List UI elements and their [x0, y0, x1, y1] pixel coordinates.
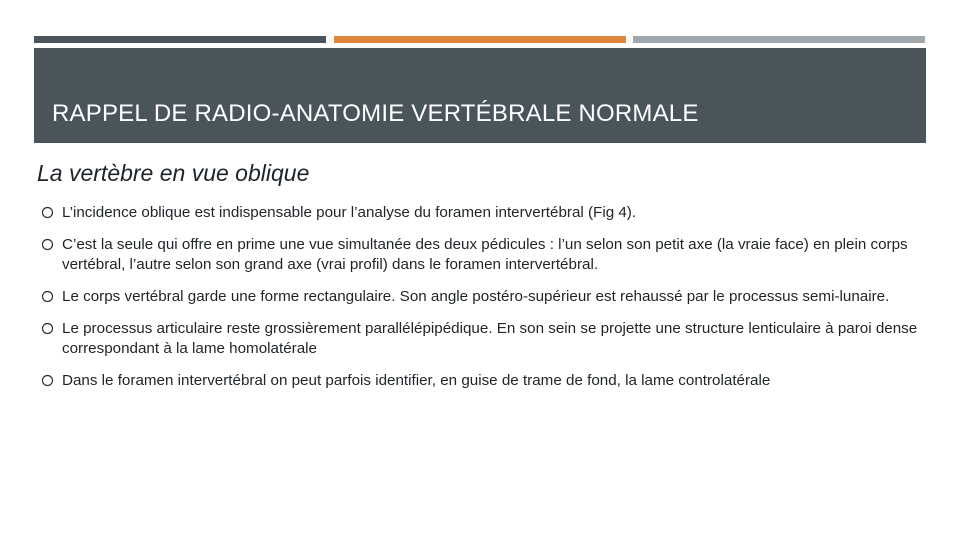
bullet-text: Le corps vertébral garde une forme rectangulaire. Son angle postéro-supérieur est rehaussé par le processus semi-lunaire. [62, 288, 890, 305]
open-circle-icon [41, 322, 54, 335]
bullet-item [40, 371, 920, 391]
bullet-item [40, 287, 920, 307]
bullet-text: Dans le foramen intervertébral on peut parfois identifier, en guise de trame de fond, la lame controlatérale [62, 372, 771, 389]
open-circle-icon [41, 238, 54, 251]
open-circle-icon [41, 374, 54, 387]
bullet-text: C’est la seule qui offre en prime une vue simultanée des deux pédicules : l’un selon son petit axe (la vraie face) en plein corps vertébral, l’autre selon son grand axe (vrai profil) dans le foramen intervertébral. [62, 236, 908, 273]
bullet-item [40, 319, 920, 359]
slide-subtitle: La vertèbre en vue oblique [37, 160, 310, 186]
accent-stripe-dark [34, 36, 326, 43]
bullet-item [40, 203, 920, 223]
bullet-item [40, 235, 920, 275]
accent-stripe-grey [633, 36, 925, 43]
title-band [34, 48, 926, 143]
open-circle-icon [41, 290, 54, 303]
open-circle-icon [41, 206, 54, 219]
accent-stripe-orange [334, 36, 626, 43]
bullet-list [40, 203, 920, 403]
bullet-text: L’incidence oblique est indispensable pour l’analyse du foramen intervertébral (Fig 4). [62, 204, 637, 221]
bullet-text: Le processus articulaire reste grossièrement parallélépipédique. En son sein se projette une structure lenticulaire à paroi dense correspondant à la lame homolatérale [62, 320, 918, 357]
slide-title: RAPPEL DE RADIO-ANATOMIE VERTÉBRALE NORMALE [52, 100, 699, 127]
